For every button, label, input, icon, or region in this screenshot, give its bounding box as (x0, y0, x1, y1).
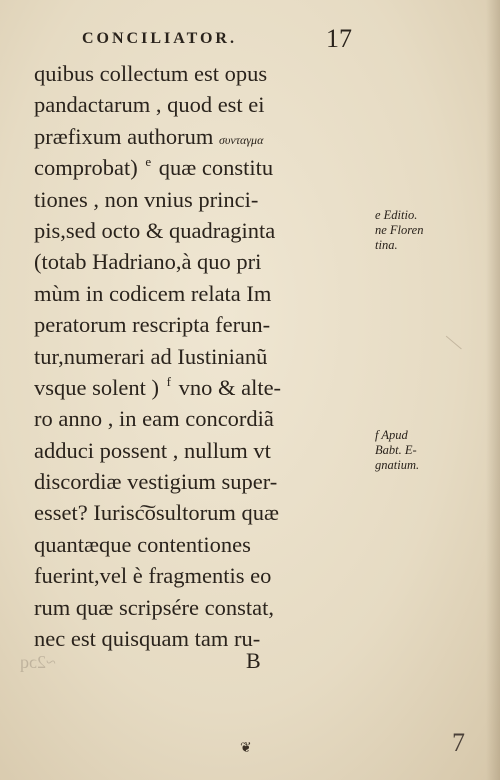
text-line: (totab Hadriano,à quo pri (34, 249, 262, 275)
text-line (34, 372, 344, 403)
text-segment: præfixum authorum (34, 123, 219, 149)
note-marker-f: f (166, 373, 171, 389)
greek-word: συνταγμα (218, 132, 264, 147)
fleuron-ornament: ❦ (240, 740, 252, 756)
text-line: pandactarum , quod est ei (34, 92, 265, 118)
text-line: ro anno , in eam concordiã (34, 406, 274, 432)
show-through-text: ~2ɔq (20, 652, 56, 672)
note-line: tina. (375, 238, 398, 252)
page-header (82, 24, 352, 58)
page-number: 17 (326, 24, 352, 53)
text-line (34, 121, 344, 152)
text-line (34, 152, 344, 183)
body-text (34, 58, 424, 654)
margin-note-f (375, 428, 419, 473)
note-line: gnatium. (375, 458, 420, 472)
running-head: CONCILIATOR. (82, 30, 237, 47)
text-line: rum quæ scripsére constat, (34, 594, 274, 620)
margin-note-e (375, 208, 423, 253)
text-segment: vno & alte- (172, 374, 282, 400)
text-line: tur,numerari ad Iustinianũ (34, 343, 268, 369)
note-line: ne Floren (375, 223, 424, 237)
text-line: fuerint,vel è fragmentis eo (34, 563, 272, 589)
note-line: Babt. E- (375, 443, 417, 457)
text-line: nec est quisquam tam ru- (34, 626, 261, 652)
text-segment: vsque solent ) (34, 374, 165, 400)
text-line: mùm in codicem relata Im (34, 280, 272, 306)
text-segment: quæ constitu (153, 155, 274, 181)
text-line: esset? Iurisc͠osultorum quæ (34, 500, 279, 526)
text-line: discordiæ vestigium super- (34, 469, 278, 495)
text-line: adduci possent , nullum vt (34, 437, 271, 463)
text-segment: comprobat) (34, 155, 144, 181)
text-line: pis,sed octo & quadraginta (34, 217, 276, 243)
corner-mark: 7 (452, 728, 465, 757)
page-gutter-shadow (486, 0, 500, 780)
text-line: peratorum rescripta ferun- (34, 312, 271, 338)
note-line: f Apud (375, 428, 408, 442)
signature-mark: B (246, 648, 261, 673)
note-line: e Editio. (375, 208, 418, 222)
paper-crease (434, 336, 462, 363)
text-line: quibus collectum est opus (34, 61, 268, 86)
text-line: tiones , non vnius princi- (34, 186, 259, 212)
note-marker-e: e (145, 154, 152, 170)
text-line: quantæque contentiones (34, 531, 251, 557)
